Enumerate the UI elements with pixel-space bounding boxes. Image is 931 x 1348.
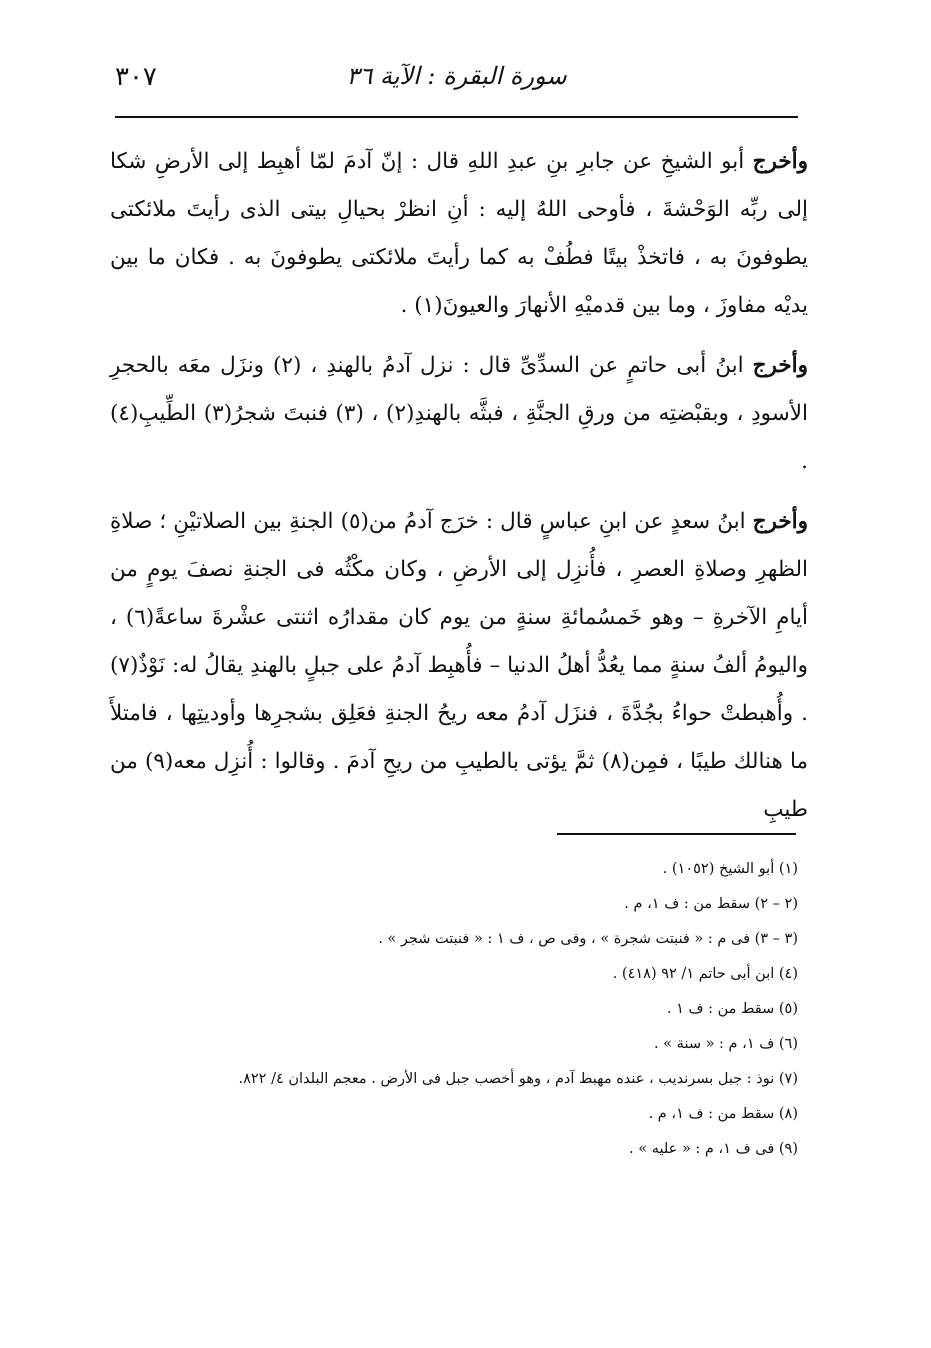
main-text <box>110 138 808 846</box>
footnotes <box>110 852 798 1167</box>
footnote: (٣ – ٣) فى م : « فنبتت شجرة » ، وفى ص ، ف ١ : « فنبتت شجر » . <box>378 931 798 947</box>
paragraph-lead: وأخرج <box>752 149 808 174</box>
paragraph <box>110 498 808 834</box>
page-number: ٣٠٧ <box>115 62 157 92</box>
footnote: (٧) نوذ : جبل بسرنديب ، عنده مهبط آدم ، وهو أخصب جبل فى الأرض . معجم البلدان ٤/ ٨٢٢. <box>238 1071 798 1087</box>
page-header <box>115 56 798 118</box>
paragraph-text: ابنُ أبى حاتمٍ عن السدِّىِّ قال : نزل آدمُ بالهندِ ، (٢) ونزَل معَه بالحجرِ الأسودِ ، وبقبْضتِه من ورقِ الجنَّةِ ، فبثَّه بالهندِ(٢) ، (٣) فنبتَ شجرُ(٣) الطِّيبِ(٤) . <box>110 353 809 474</box>
paragraph <box>110 138 808 330</box>
footnote: (١) أبو الشيخ (١٠٥٢) . <box>662 861 798 877</box>
footnote-separator <box>557 833 796 835</box>
paragraph-lead: وأخرج <box>752 353 808 378</box>
footnote: (٤) ابن أبى حاتم ١/ ٩٢ (٤١٨) . <box>612 966 798 982</box>
footnote: (٩) فى ف ١، م : « عليه » . <box>629 1141 798 1157</box>
footnote: (٥) سقط من : ف ١ . <box>666 1001 798 1017</box>
paragraph-text: أبو الشيخِ عن جابرِ بنِ عبدِ اللهِ قال : إنّ آدمَ لمّا أهبِط إلى الأرضِ شكا إلى ربِّه الوَحْشةَ ، فأوحى اللهُ إليه : أنِ انظرْ بحيالِ بيتى الذى رأيتَ ملائكتى يطوفونَ به ، فاتخذْ بيتًا فطُفْ به كما رأيتَ ملائكتى يطوفونَ به . فكان ما بين يديْه مفاوزَ ، وما بين قدميْهِ الأنهارَ والعيونَ(١) . <box>110 149 808 318</box>
paragraph <box>110 342 808 486</box>
paragraph-text: ابنُ سعدٍ عن ابنِ عباسٍ قال : خرَج آدمُ من(٥) الجنةِ بين الصلاتيْنِ ؛ صلاةِ الظهرِ وصلاةِ العصرِ ، فأُنزِل إلى الأرضِ ، وكان مكْثُه فى الجنةِ نصفَ يومٍ من أيامِ الآخرةِ – وهو خَمسُمائةِ سنةٍ من يوم كان مقدارُه اثنتى عشْرةَ ساعةً(٦) ، واليومُ ألفُ سنةٍ مما يعُدُّ أهلُ الدنيا – فأُهبِط آدمُ على جبلٍ بالهندِ يقالُ له: نَوْذٌ(٧) . وأُهبطتْ حواءُ بجُدَّةَ ، فنزَل آدمُ معه ريحُ الجنةِ فعَلِق بشجرِها وأوديتِها ، فامتلأَ ما هنالك طيبًا ، فمِن(٨) ثمَّ يؤتى بالطيبِ من ريحِ آدمَ . وقالوا : أُنزِل معه(٩) من طيبِ <box>110 509 809 822</box>
paragraph-lead: وأخرج <box>752 509 808 534</box>
footnote: (٢ – ٢) سقط من : ف ١، م . <box>624 896 798 912</box>
footnote: (٨) سقط من : ف ١، م . <box>648 1106 798 1122</box>
running-title: سورة البقرة : الآية ٣٦ <box>346 62 567 90</box>
footnote: (٦) ف ١، م : « سنة » . <box>653 1036 798 1052</box>
